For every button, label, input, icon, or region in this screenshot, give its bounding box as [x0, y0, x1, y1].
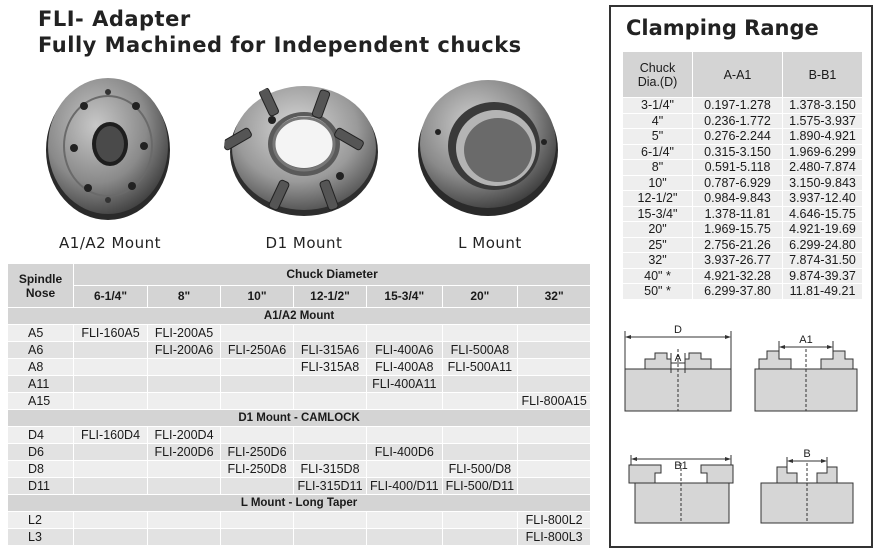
- part-number-cell: [148, 512, 221, 529]
- clamping-range-header: B-B1: [783, 52, 863, 98]
- diagram-dimension-b1: [621, 443, 741, 527]
- part-number-cell: [442, 393, 518, 410]
- clamping-range-table: [622, 51, 863, 300]
- chuck-dia-cell: 25": [623, 237, 693, 253]
- chuck-dia-cell: 5": [623, 129, 693, 145]
- clamping-range-row: [623, 222, 863, 238]
- part-number-cell: FLI-200D6: [148, 444, 221, 461]
- range-value-cell: 4.646-15.75: [783, 206, 863, 222]
- part-number-cell: [294, 427, 367, 444]
- a1-a2-mount-adapter-photo: [44, 72, 172, 222]
- section-title: D1 Mount - CAMLOCK: [8, 410, 591, 427]
- part-number-cell: FLI-500A11: [442, 359, 518, 376]
- part-number-cell: [74, 512, 148, 529]
- range-value-cell: 3.937-26.77: [693, 253, 783, 269]
- clamping-range-row: [623, 160, 863, 176]
- label-a1: A1: [799, 334, 813, 346]
- part-number-cell: FLI-800L3: [518, 529, 591, 546]
- part-number-cell: [221, 512, 294, 529]
- l-mount-label: L Mount: [458, 234, 522, 252]
- part-number-cell: [294, 444, 367, 461]
- part-number-cell: FLI-800L2: [518, 512, 591, 529]
- diameter-header: 10": [221, 286, 294, 308]
- diameter-header: 20": [442, 286, 518, 308]
- spindle-nose-cell: L2: [8, 512, 74, 529]
- range-value-cell: 4.921-32.28: [693, 268, 783, 284]
- spindle-nose-cell: A5: [8, 325, 74, 342]
- spindle-nose-cell: A6: [8, 342, 74, 359]
- range-value-cell: 0.787-6.929: [693, 175, 783, 191]
- spindle-nose-header: Spindle Nose: [8, 264, 74, 308]
- table-row: [8, 461, 591, 478]
- part-number-cell: [367, 393, 443, 410]
- clamping-range-header: Chuck Dia.(D): [623, 52, 693, 98]
- table-row: [8, 393, 591, 410]
- spindle-nose-cell: D4: [8, 427, 74, 444]
- range-value-cell: 1.575-3.937: [783, 113, 863, 129]
- range-value-cell: 1.969-6.299: [783, 144, 863, 160]
- spindle-nose-cell: D6: [8, 444, 74, 461]
- part-number-cell: [442, 376, 518, 393]
- part-number-cell: FLI-400A8: [367, 359, 443, 376]
- part-number-cell: [518, 359, 591, 376]
- diagram-dimension-b: [757, 443, 857, 527]
- part-number-cell: [148, 359, 221, 376]
- part-number-cell: FLI-200D4: [148, 427, 221, 444]
- part-number-cell: [74, 529, 148, 546]
- clamping-range-row: [623, 175, 863, 191]
- part-number-cell: [74, 342, 148, 359]
- part-number-cell: FLI-500A8: [442, 342, 518, 359]
- chuck-dia-cell: 3-1/4": [623, 98, 693, 114]
- part-number-cell: FLI-315A6: [294, 342, 367, 359]
- part-number-cell: [518, 342, 591, 359]
- range-value-cell: 7.874-31.50: [783, 253, 863, 269]
- chuck-dia-cell: 6-1/4": [623, 144, 693, 160]
- part-number-cell: [74, 461, 148, 478]
- range-value-cell: 3.937-12.40: [783, 191, 863, 207]
- part-number-cell: [442, 444, 518, 461]
- part-number-cell: [221, 376, 294, 393]
- part-number-cell: [442, 512, 518, 529]
- spindle-nose-cell: L3: [8, 529, 74, 546]
- range-value-cell: 0.984-9.843: [693, 191, 783, 207]
- range-value-cell: 0.236-1.772: [693, 113, 783, 129]
- part-number-cell: [442, 427, 518, 444]
- range-value-cell: 1.378-3.150: [783, 98, 863, 114]
- chuck-dia-cell: 10": [623, 175, 693, 191]
- d1-mount-label: D1 Mount: [265, 234, 343, 252]
- range-value-cell: 6.299-37.80: [693, 284, 783, 300]
- part-number-cell: [518, 478, 591, 495]
- table-row: [8, 376, 591, 393]
- part-number-cell: FLI-400A11: [367, 376, 443, 393]
- table-row: [8, 342, 591, 359]
- part-number-cell: [294, 376, 367, 393]
- chuck-dia-cell: 8": [623, 160, 693, 176]
- label-b1: B1: [674, 460, 688, 472]
- section-header-row: [8, 495, 591, 512]
- diameter-header: 8": [148, 286, 221, 308]
- part-number-cell: [221, 393, 294, 410]
- chuck-dia-cell: 20": [623, 222, 693, 238]
- part-number-cell: [294, 512, 367, 529]
- label-a: A: [674, 353, 682, 364]
- range-value-cell: 1.378-11.81: [693, 206, 783, 222]
- part-number-cell: [221, 529, 294, 546]
- range-value-cell: 9.874-39.37: [783, 268, 863, 284]
- part-number-cell: [442, 325, 518, 342]
- clamping-range-row: [623, 268, 863, 284]
- clamping-range-body: [623, 98, 863, 300]
- part-number-cell: [221, 478, 294, 495]
- part-number-cell: FLI-500/D11: [442, 478, 518, 495]
- part-number-cell: [367, 512, 443, 529]
- diameter-header: 6-1/4": [74, 286, 148, 308]
- diameter-header-row: [8, 286, 591, 308]
- page-title: [38, 6, 522, 58]
- table-row: [8, 427, 591, 444]
- part-number-cell: [367, 325, 443, 342]
- clamping-range-row: [623, 206, 863, 222]
- section-header-row: [8, 410, 591, 427]
- clamping-range-panel: [609, 5, 873, 548]
- clamping-range-row: [623, 284, 863, 300]
- range-value-cell: 0.315-3.150: [693, 144, 783, 160]
- part-number-cell: [74, 359, 148, 376]
- clamping-range-header: A-A1: [693, 52, 783, 98]
- part-number-cell: FLI-200A6: [148, 342, 221, 359]
- part-number-cell: [148, 461, 221, 478]
- spindle-nose-cell: A15: [8, 393, 74, 410]
- part-number-cell: [74, 376, 148, 393]
- part-number-cell: [294, 393, 367, 410]
- chuck-dia-cell: 4": [623, 113, 693, 129]
- table-row: [8, 444, 591, 461]
- chuck-dia-cell: 15-3/4": [623, 206, 693, 222]
- l-mount-adapter-photo: [414, 72, 562, 220]
- part-number-cell: FLI-250A6: [221, 342, 294, 359]
- clamping-range-row: [623, 98, 863, 114]
- part-number-cell: FLI-315D8: [294, 461, 367, 478]
- range-value-cell: 2.756-21.26: [693, 237, 783, 253]
- table-row: [8, 325, 591, 342]
- diameter-header: 12-1/2": [294, 286, 367, 308]
- diagram-dimension-d-a: [621, 323, 737, 415]
- chuck-diameter-header: Chuck Diameter: [74, 264, 591, 286]
- part-number-cell: [74, 393, 148, 410]
- clamping-range-row: [623, 191, 863, 207]
- adapter-spec-table: [7, 263, 591, 546]
- range-value-cell: 3.150-9.843: [783, 175, 863, 191]
- range-value-cell: 0.591-5.118: [693, 160, 783, 176]
- clamping-range-row: [623, 237, 863, 253]
- spindle-nose-cell: A11: [8, 376, 74, 393]
- part-number-cell: [367, 461, 443, 478]
- part-number-cell: FLI-250D8: [221, 461, 294, 478]
- clamping-range-row: [623, 144, 863, 160]
- chuck-dia-cell: 32": [623, 253, 693, 269]
- clamping-range-header-row: [623, 52, 863, 98]
- part-number-cell: [367, 427, 443, 444]
- part-number-cell: [221, 359, 294, 376]
- table-row: [8, 529, 591, 546]
- part-number-cell: FLI-400A6: [367, 342, 443, 359]
- diameter-header: 32": [518, 286, 591, 308]
- part-number-cell: [367, 529, 443, 546]
- diagram-dimension-a1: [751, 327, 861, 415]
- range-value-cell: 1.969-15.75: [693, 222, 783, 238]
- part-number-cell: [148, 529, 221, 546]
- part-number-cell: [148, 376, 221, 393]
- part-number-cell: FLI-315A8: [294, 359, 367, 376]
- chuck-dia-cell: 12-1/2": [623, 191, 693, 207]
- part-number-cell: [74, 444, 148, 461]
- range-value-cell: 11.81-49.21: [783, 284, 863, 300]
- part-number-cell: FLI-160D4: [74, 427, 148, 444]
- spindle-nose-cell: A8: [8, 359, 74, 376]
- part-number-cell: [148, 393, 221, 410]
- d1-mount-adapter-photo: [224, 80, 384, 220]
- label-d: D: [674, 324, 682, 336]
- part-number-cell: FLI-800A15: [518, 393, 591, 410]
- diameter-header: 15-3/4": [367, 286, 443, 308]
- part-number-cell: [518, 444, 591, 461]
- section-title: A1/A2 Mount: [8, 308, 591, 325]
- part-number-cell: [518, 427, 591, 444]
- table-row: [8, 478, 591, 495]
- range-value-cell: 0.276-2.244: [693, 129, 783, 145]
- part-number-cell: FLI-500/D8: [442, 461, 518, 478]
- part-number-cell: [148, 478, 221, 495]
- a1-a2-mount-label: A1/A2 Mount: [59, 234, 161, 252]
- range-value-cell: 6.299-24.80: [783, 237, 863, 253]
- clamping-range-title: Clamping Range: [626, 16, 819, 40]
- part-number-cell: [518, 461, 591, 478]
- part-number-cell: FLI-200A5: [148, 325, 221, 342]
- part-number-cell: FLI-160A5: [74, 325, 148, 342]
- title-line-1: FLI- Adapter: [38, 7, 191, 31]
- label-b: B: [803, 448, 811, 460]
- part-number-cell: [294, 325, 367, 342]
- table-row: [8, 512, 591, 529]
- part-number-cell: [518, 325, 591, 342]
- clamping-range-row: [623, 129, 863, 145]
- spindle-nose-cell: D11: [8, 478, 74, 495]
- part-number-cell: [221, 427, 294, 444]
- section-title: L Mount - Long Taper: [8, 495, 591, 512]
- title-line-2: Fully Machined for Independent chucks: [38, 33, 522, 57]
- clamping-range-row: [623, 253, 863, 269]
- range-value-cell: 1.890-4.921: [783, 129, 863, 145]
- clamping-range-row: [623, 113, 863, 129]
- part-number-cell: [74, 478, 148, 495]
- table-row: [8, 359, 591, 376]
- range-value-cell: 4.921-19.69: [783, 222, 863, 238]
- part-number-cell: FLI-315D11: [294, 478, 367, 495]
- range-value-cell: 0.197-1.278: [693, 98, 783, 114]
- spindle-nose-cell: D8: [8, 461, 74, 478]
- section-header-row: [8, 308, 591, 325]
- part-number-cell: [518, 376, 591, 393]
- part-number-cell: [294, 529, 367, 546]
- part-number-cell: FLI-250D6: [221, 444, 294, 461]
- range-value-cell: 2.480-7.874: [783, 160, 863, 176]
- spec-table-body: [8, 308, 591, 546]
- part-number-cell: [442, 529, 518, 546]
- part-number-cell: FLI-400D6: [367, 444, 443, 461]
- part-number-cell: FLI-400/D11: [367, 478, 443, 495]
- part-number-cell: [221, 325, 294, 342]
- chuck-dia-cell: 50" *: [623, 284, 693, 300]
- chuck-dia-cell: 40" *: [623, 268, 693, 284]
